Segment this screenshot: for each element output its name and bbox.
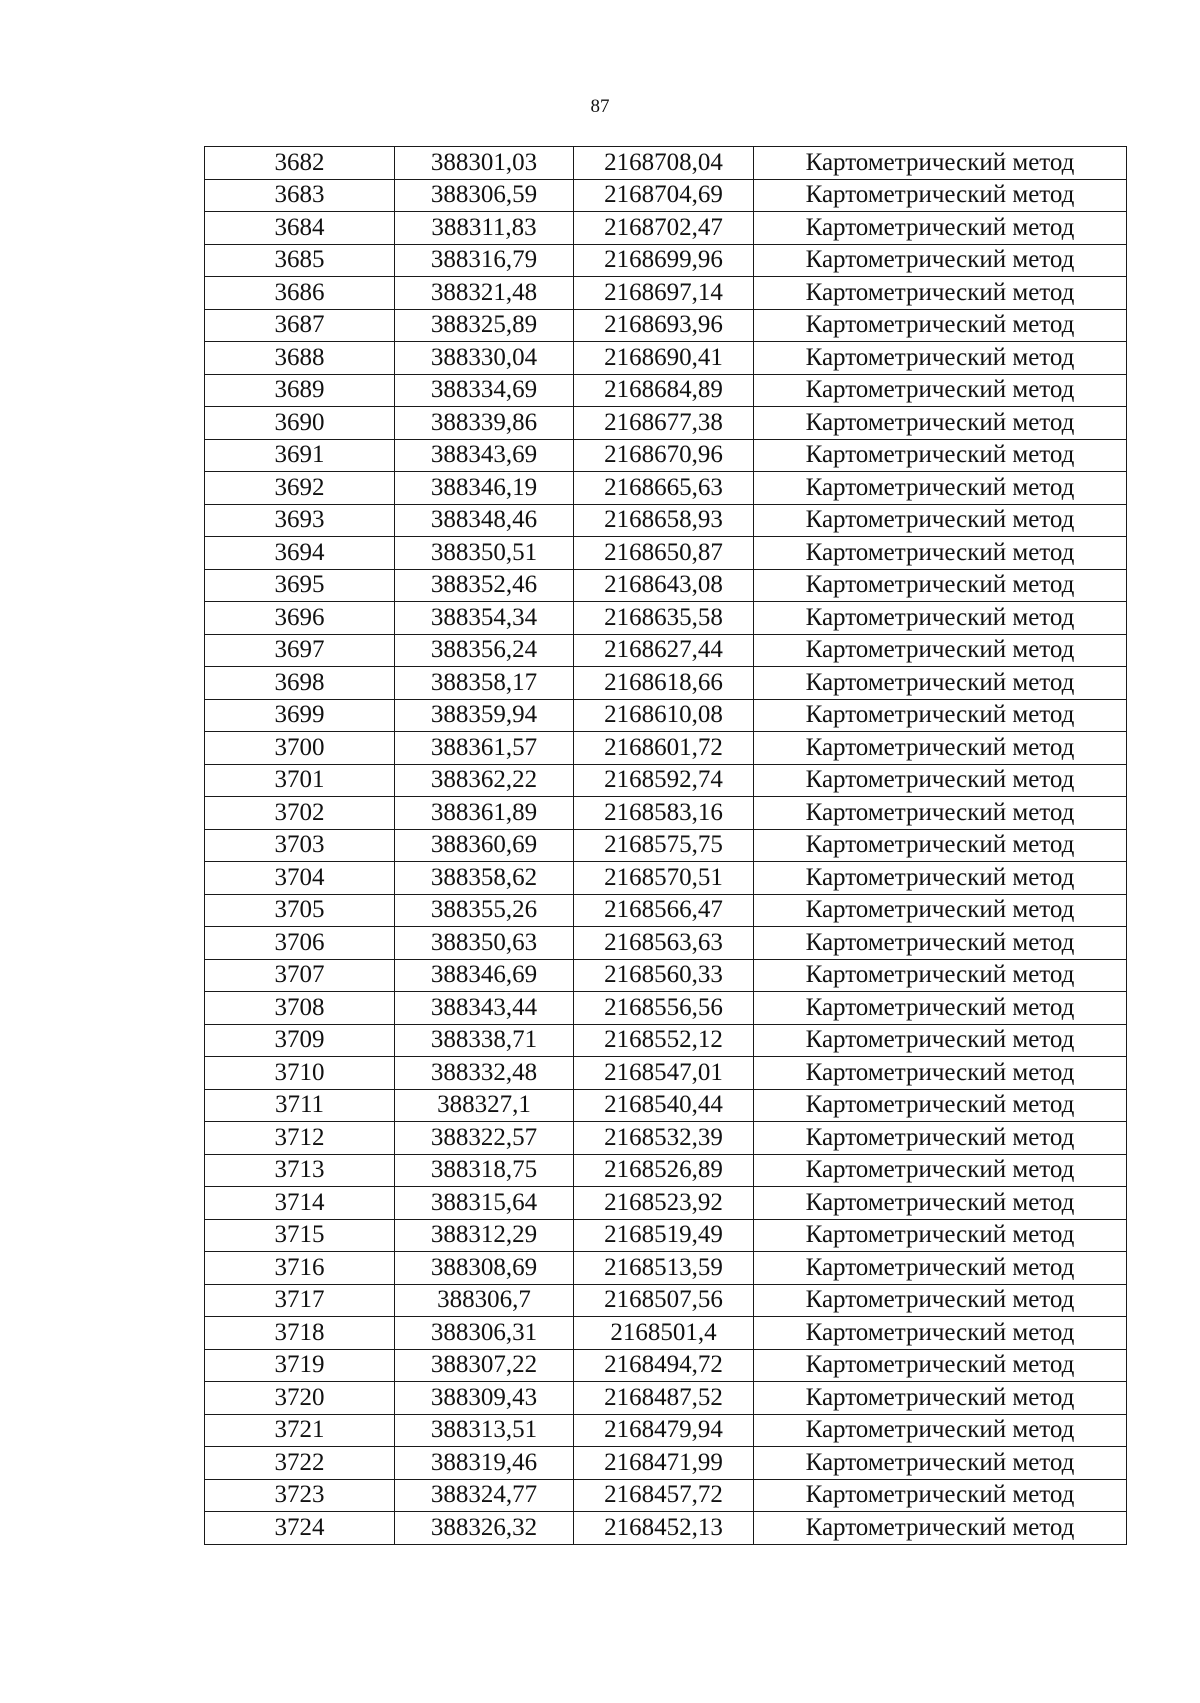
x-coordinate-cell: 388343,44 bbox=[395, 992, 574, 1025]
point-number-cell: 3699 bbox=[205, 699, 395, 732]
method-cell: Картометрический метод bbox=[754, 829, 1127, 862]
method-cell: Картометрический метод bbox=[754, 179, 1127, 212]
coordinates-table-body bbox=[205, 147, 1127, 1545]
point-number-cell: 3704 bbox=[205, 862, 395, 895]
x-coordinate-cell: 388309,43 bbox=[395, 1382, 574, 1415]
point-number-cell: 3697 bbox=[205, 634, 395, 667]
x-coordinate-cell: 388350,63 bbox=[395, 927, 574, 960]
method-cell: Картометрический метод bbox=[754, 439, 1127, 472]
point-number-cell: 3701 bbox=[205, 764, 395, 797]
coordinates-table bbox=[204, 146, 1127, 1545]
x-coordinate-cell: 388361,57 bbox=[395, 732, 574, 765]
y-coordinate-cell: 2168601,72 bbox=[574, 732, 754, 765]
y-coordinate-cell: 2168635,58 bbox=[574, 602, 754, 635]
y-coordinate-cell: 2168513,59 bbox=[574, 1252, 754, 1285]
y-coordinate-cell: 2168670,96 bbox=[574, 439, 754, 472]
point-number-cell: 3705 bbox=[205, 894, 395, 927]
method-cell: Картометрический метод bbox=[754, 862, 1127, 895]
method-cell: Картометрический метод bbox=[754, 147, 1127, 180]
y-coordinate-cell: 2168556,56 bbox=[574, 992, 754, 1025]
table-row bbox=[205, 439, 1127, 472]
method-cell: Картометрический метод bbox=[754, 569, 1127, 602]
y-coordinate-cell: 2168610,08 bbox=[574, 699, 754, 732]
point-number-cell: 3716 bbox=[205, 1252, 395, 1285]
method-cell: Картометрический метод bbox=[754, 374, 1127, 407]
x-coordinate-cell: 388346,69 bbox=[395, 959, 574, 992]
method-cell: Картометрический метод bbox=[754, 1382, 1127, 1415]
y-coordinate-cell: 2168658,93 bbox=[574, 504, 754, 537]
method-cell: Картометрический метод bbox=[754, 212, 1127, 245]
y-coordinate-cell: 2168523,92 bbox=[574, 1187, 754, 1220]
method-cell: Картометрический метод bbox=[754, 407, 1127, 440]
x-coordinate-cell: 388343,69 bbox=[395, 439, 574, 472]
x-coordinate-cell: 388339,86 bbox=[395, 407, 574, 440]
y-coordinate-cell: 2168643,08 bbox=[574, 569, 754, 602]
method-cell: Картометрический метод bbox=[754, 1447, 1127, 1480]
table-row bbox=[205, 894, 1127, 927]
point-number-cell: 3683 bbox=[205, 179, 395, 212]
point-number-cell: 3693 bbox=[205, 504, 395, 537]
x-coordinate-cell: 388325,89 bbox=[395, 309, 574, 342]
y-coordinate-cell: 2168532,39 bbox=[574, 1122, 754, 1155]
x-coordinate-cell: 388306,7 bbox=[395, 1284, 574, 1317]
table-row bbox=[205, 1154, 1127, 1187]
method-cell: Картометрический метод bbox=[754, 1414, 1127, 1447]
table-row bbox=[205, 1479, 1127, 1512]
method-cell: Картометрический метод bbox=[754, 1057, 1127, 1090]
table-row bbox=[205, 1219, 1127, 1252]
point-number-cell: 3712 bbox=[205, 1122, 395, 1155]
y-coordinate-cell: 2168690,41 bbox=[574, 342, 754, 375]
x-coordinate-cell: 388316,79 bbox=[395, 244, 574, 277]
method-cell: Картометрический метод bbox=[754, 537, 1127, 570]
method-cell: Картометрический метод bbox=[754, 1154, 1127, 1187]
y-coordinate-cell: 2168697,14 bbox=[574, 277, 754, 310]
table-row bbox=[205, 1512, 1127, 1545]
point-number-cell: 3713 bbox=[205, 1154, 395, 1187]
point-number-cell: 3715 bbox=[205, 1219, 395, 1252]
point-number-cell: 3684 bbox=[205, 212, 395, 245]
method-cell: Картометрический метод bbox=[754, 667, 1127, 700]
table-row bbox=[205, 1187, 1127, 1220]
x-coordinate-cell: 388358,17 bbox=[395, 667, 574, 700]
x-coordinate-cell: 388332,48 bbox=[395, 1057, 574, 1090]
y-coordinate-cell: 2168702,47 bbox=[574, 212, 754, 245]
point-number-cell: 3692 bbox=[205, 472, 395, 505]
point-number-cell: 3710 bbox=[205, 1057, 395, 1090]
method-cell: Картометрический метод bbox=[754, 894, 1127, 927]
point-number-cell: 3688 bbox=[205, 342, 395, 375]
table-row bbox=[205, 244, 1127, 277]
x-coordinate-cell: 388312,29 bbox=[395, 1219, 574, 1252]
y-coordinate-cell: 2168665,63 bbox=[574, 472, 754, 505]
table-row bbox=[205, 992, 1127, 1025]
table-row bbox=[205, 1382, 1127, 1415]
y-coordinate-cell: 2168704,69 bbox=[574, 179, 754, 212]
table-row bbox=[205, 569, 1127, 602]
table-row bbox=[205, 634, 1127, 667]
point-number-cell: 3706 bbox=[205, 927, 395, 960]
y-coordinate-cell: 2168677,38 bbox=[574, 407, 754, 440]
method-cell: Картометрический метод bbox=[754, 277, 1127, 310]
table-row bbox=[205, 277, 1127, 310]
method-cell: Картометрический метод bbox=[754, 1349, 1127, 1382]
x-coordinate-cell: 388319,46 bbox=[395, 1447, 574, 1480]
point-number-cell: 3721 bbox=[205, 1414, 395, 1447]
table-row bbox=[205, 1284, 1127, 1317]
y-coordinate-cell: 2168457,72 bbox=[574, 1479, 754, 1512]
table-row bbox=[205, 1252, 1127, 1285]
table-row bbox=[205, 1447, 1127, 1480]
table-row bbox=[205, 1057, 1127, 1090]
x-coordinate-cell: 388301,03 bbox=[395, 147, 574, 180]
page-number: 87 bbox=[590, 96, 610, 117]
method-cell: Картометрический метод bbox=[754, 1219, 1127, 1252]
point-number-cell: 3714 bbox=[205, 1187, 395, 1220]
method-cell: Картометрический метод bbox=[754, 992, 1127, 1025]
table-row bbox=[205, 667, 1127, 700]
table-row bbox=[205, 1414, 1127, 1447]
point-number-cell: 3724 bbox=[205, 1512, 395, 1545]
point-number-cell: 3717 bbox=[205, 1284, 395, 1317]
point-number-cell: 3707 bbox=[205, 959, 395, 992]
y-coordinate-cell: 2168650,87 bbox=[574, 537, 754, 570]
table-row bbox=[205, 472, 1127, 505]
point-number-cell: 3711 bbox=[205, 1089, 395, 1122]
y-coordinate-cell: 2168592,74 bbox=[574, 764, 754, 797]
y-coordinate-cell: 2168487,52 bbox=[574, 1382, 754, 1415]
table-row bbox=[205, 797, 1127, 830]
method-cell: Картометрический метод bbox=[754, 732, 1127, 765]
table-row bbox=[205, 1349, 1127, 1382]
x-coordinate-cell: 388326,32 bbox=[395, 1512, 574, 1545]
x-coordinate-cell: 388324,77 bbox=[395, 1479, 574, 1512]
method-cell: Картометрический метод bbox=[754, 1089, 1127, 1122]
x-coordinate-cell: 388356,24 bbox=[395, 634, 574, 667]
method-cell: Картометрический метод bbox=[754, 634, 1127, 667]
point-number-cell: 3719 bbox=[205, 1349, 395, 1382]
table-row bbox=[205, 147, 1127, 180]
y-coordinate-cell: 2168540,44 bbox=[574, 1089, 754, 1122]
table-row bbox=[205, 342, 1127, 375]
table-row bbox=[205, 829, 1127, 862]
x-coordinate-cell: 388327,1 bbox=[395, 1089, 574, 1122]
table-row bbox=[205, 179, 1127, 212]
point-number-cell: 3686 bbox=[205, 277, 395, 310]
table-row bbox=[205, 1317, 1127, 1350]
method-cell: Картометрический метод bbox=[754, 927, 1127, 960]
x-coordinate-cell: 388315,64 bbox=[395, 1187, 574, 1220]
y-coordinate-cell: 2168452,13 bbox=[574, 1512, 754, 1545]
x-coordinate-cell: 388352,46 bbox=[395, 569, 574, 602]
method-cell: Картометрический метод bbox=[754, 699, 1127, 732]
method-cell: Картометрический метод bbox=[754, 797, 1127, 830]
point-number-cell: 3700 bbox=[205, 732, 395, 765]
method-cell: Картометрический метод bbox=[754, 1512, 1127, 1545]
table-row bbox=[205, 602, 1127, 635]
table-row bbox=[205, 1122, 1127, 1155]
x-coordinate-cell: 388334,69 bbox=[395, 374, 574, 407]
y-coordinate-cell: 2168575,75 bbox=[574, 829, 754, 862]
y-coordinate-cell: 2168501,4 bbox=[574, 1317, 754, 1350]
point-number-cell: 3722 bbox=[205, 1447, 395, 1480]
y-coordinate-cell: 2168471,99 bbox=[574, 1447, 754, 1480]
y-coordinate-cell: 2168570,51 bbox=[574, 862, 754, 895]
method-cell: Картометрический метод bbox=[754, 764, 1127, 797]
method-cell: Картометрический метод bbox=[754, 1122, 1127, 1155]
table-row bbox=[205, 212, 1127, 245]
y-coordinate-cell: 2168526,89 bbox=[574, 1154, 754, 1187]
table-row bbox=[205, 699, 1127, 732]
table-row bbox=[205, 862, 1127, 895]
point-number-cell: 3690 bbox=[205, 407, 395, 440]
x-coordinate-cell: 388358,62 bbox=[395, 862, 574, 895]
x-coordinate-cell: 388308,69 bbox=[395, 1252, 574, 1285]
y-coordinate-cell: 2168547,01 bbox=[574, 1057, 754, 1090]
y-coordinate-cell: 2168563,63 bbox=[574, 927, 754, 960]
method-cell: Картометрический метод bbox=[754, 602, 1127, 635]
table-row bbox=[205, 407, 1127, 440]
point-number-cell: 3695 bbox=[205, 569, 395, 602]
method-cell: Картометрический метод bbox=[754, 1284, 1127, 1317]
table-row bbox=[205, 732, 1127, 765]
x-coordinate-cell: 388338,71 bbox=[395, 1024, 574, 1057]
method-cell: Картометрический метод bbox=[754, 244, 1127, 277]
table-row bbox=[205, 374, 1127, 407]
point-number-cell: 3691 bbox=[205, 439, 395, 472]
x-coordinate-cell: 388330,04 bbox=[395, 342, 574, 375]
y-coordinate-cell: 2168684,89 bbox=[574, 374, 754, 407]
point-number-cell: 3708 bbox=[205, 992, 395, 1025]
x-coordinate-cell: 388307,22 bbox=[395, 1349, 574, 1382]
method-cell: Картометрический метод bbox=[754, 472, 1127, 505]
method-cell: Картометрический метод bbox=[754, 959, 1127, 992]
table-row bbox=[205, 1024, 1127, 1057]
x-coordinate-cell: 388306,59 bbox=[395, 179, 574, 212]
y-coordinate-cell: 2168560,33 bbox=[574, 959, 754, 992]
y-coordinate-cell: 2168519,49 bbox=[574, 1219, 754, 1252]
point-number-cell: 3718 bbox=[205, 1317, 395, 1350]
table-row bbox=[205, 959, 1127, 992]
x-coordinate-cell: 388318,75 bbox=[395, 1154, 574, 1187]
x-coordinate-cell: 388362,22 bbox=[395, 764, 574, 797]
y-coordinate-cell: 2168699,96 bbox=[574, 244, 754, 277]
y-coordinate-cell: 2168566,47 bbox=[574, 894, 754, 927]
y-coordinate-cell: 2168494,72 bbox=[574, 1349, 754, 1382]
point-number-cell: 3703 bbox=[205, 829, 395, 862]
table-row bbox=[205, 1089, 1127, 1122]
point-number-cell: 3682 bbox=[205, 147, 395, 180]
point-number-cell: 3689 bbox=[205, 374, 395, 407]
x-coordinate-cell: 388355,26 bbox=[395, 894, 574, 927]
table-row bbox=[205, 927, 1127, 960]
x-coordinate-cell: 388321,48 bbox=[395, 277, 574, 310]
x-coordinate-cell: 388359,94 bbox=[395, 699, 574, 732]
table-row bbox=[205, 309, 1127, 342]
method-cell: Картометрический метод bbox=[754, 342, 1127, 375]
point-number-cell: 3685 bbox=[205, 244, 395, 277]
point-number-cell: 3694 bbox=[205, 537, 395, 570]
point-number-cell: 3702 bbox=[205, 797, 395, 830]
x-coordinate-cell: 388322,57 bbox=[395, 1122, 574, 1155]
y-coordinate-cell: 2168552,12 bbox=[574, 1024, 754, 1057]
x-coordinate-cell: 388348,46 bbox=[395, 504, 574, 537]
method-cell: Картометрический метод bbox=[754, 1024, 1127, 1057]
method-cell: Картометрический метод bbox=[754, 1187, 1127, 1220]
x-coordinate-cell: 388306,31 bbox=[395, 1317, 574, 1350]
point-number-cell: 3723 bbox=[205, 1479, 395, 1512]
point-number-cell: 3687 bbox=[205, 309, 395, 342]
x-coordinate-cell: 388346,19 bbox=[395, 472, 574, 505]
x-coordinate-cell: 388360,69 bbox=[395, 829, 574, 862]
x-coordinate-cell: 388311,83 bbox=[395, 212, 574, 245]
y-coordinate-cell: 2168479,94 bbox=[574, 1414, 754, 1447]
y-coordinate-cell: 2168708,04 bbox=[574, 147, 754, 180]
table-row bbox=[205, 537, 1127, 570]
point-number-cell: 3698 bbox=[205, 667, 395, 700]
y-coordinate-cell: 2168618,66 bbox=[574, 667, 754, 700]
point-number-cell: 3709 bbox=[205, 1024, 395, 1057]
method-cell: Картометрический метод bbox=[754, 309, 1127, 342]
method-cell: Картометрический метод bbox=[754, 504, 1127, 537]
y-coordinate-cell: 2168507,56 bbox=[574, 1284, 754, 1317]
y-coordinate-cell: 2168627,44 bbox=[574, 634, 754, 667]
point-number-cell: 3720 bbox=[205, 1382, 395, 1415]
table-row bbox=[205, 764, 1127, 797]
point-number-cell: 3696 bbox=[205, 602, 395, 635]
y-coordinate-cell: 2168583,16 bbox=[574, 797, 754, 830]
table-row bbox=[205, 504, 1127, 537]
x-coordinate-cell: 388361,89 bbox=[395, 797, 574, 830]
x-coordinate-cell: 388350,51 bbox=[395, 537, 574, 570]
method-cell: Картометрический метод bbox=[754, 1317, 1127, 1350]
x-coordinate-cell: 388354,34 bbox=[395, 602, 574, 635]
x-coordinate-cell: 388313,51 bbox=[395, 1414, 574, 1447]
y-coordinate-cell: 2168693,96 bbox=[574, 309, 754, 342]
method-cell: Картометрический метод bbox=[754, 1479, 1127, 1512]
method-cell: Картометрический метод bbox=[754, 1252, 1127, 1285]
